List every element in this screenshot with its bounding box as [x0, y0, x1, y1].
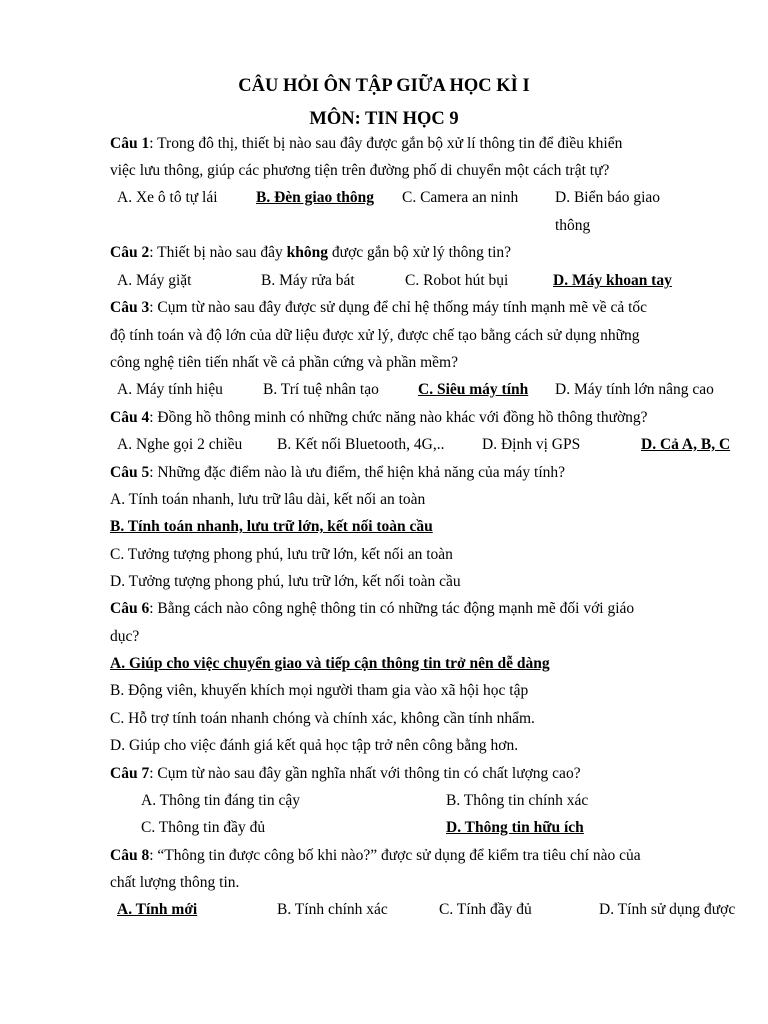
question-1-text-line2: việc lưu thông, giúp các phương tiện trên đường phố di chuyển một cách trật tự?: [110, 162, 610, 179]
q7-option-a: A. Thông tin đáng tin cậy: [141, 792, 300, 809]
page-subtitle: MÔN: TIN HỌC 9: [309, 109, 459, 129]
q5-option-c: C. Tưởng tượng phong phú, lưu trữ lớn, kết nối an toàn: [110, 546, 453, 563]
q2-option-c: C. Robot hút bụi: [405, 272, 509, 289]
q3-option-c-answer: C. Siêu máy tính: [418, 381, 529, 398]
question-1-label: Câu 1: [110, 135, 150, 152]
q3-option-d: D. Máy tính lớn nâng cao: [555, 381, 714, 398]
q4-option-b: B. Kết nối Bluetooth, 4G,..: [277, 436, 445, 453]
q5-option-d: D. Tưởng tượng phong phú, lưu trữ lớn, kết nối toàn cầu: [110, 573, 461, 590]
q6-option-b: B. Động viên, khuyến khích mọi người tham gia vào xã hội học tập: [110, 682, 529, 699]
q3-option-a: A. Máy tính hiệu: [117, 381, 223, 398]
q8-option-c: C. Tính đầy đủ: [439, 901, 532, 918]
q2-option-b: B. Máy rửa bát: [261, 272, 355, 289]
q5-option-a: A. Tính toán nhanh, lưu trữ lâu dài, kết nối an toàn: [110, 491, 426, 508]
q4-option-c: D. Định vị GPS: [482, 436, 581, 453]
q4-option-a: A. Nghe gọi 2 chiều: [117, 436, 243, 453]
question-6-text: Câu 6: Bằng cách nào công nghệ thông tin có những tác động mạnh mẽ đối với giáo: [110, 600, 635, 617]
q6-option-d: D. Giúp cho việc đánh giá kết quả học tập trở nên công bằng hơn.: [110, 737, 519, 754]
question-7-label: Câu 7: [110, 765, 150, 782]
question-2-text: Câu 2: Thiết bị nào sau đây không được gắn bộ xử lý thông tin?: [110, 244, 512, 261]
q2-option-d-answer: D. Máy khoan tay: [553, 272, 672, 289]
question-3-text-line2: độ tính toán và độ lớn của dữ liệu được xử lý, được chế tạo bằng cách sử dụng những: [110, 327, 640, 344]
question-5-text: Câu 5: Những đặc điểm nào là ưu điểm, thể hiện khả năng của máy tính?: [110, 464, 566, 481]
q8-option-d: D. Tính sử dụng được: [599, 901, 736, 918]
question-4-label: Câu 4: [110, 409, 150, 426]
question-1-text: Câu 1: Trong đô thị, thiết bị nào sau đây được gắn bộ xử lí thông tin để điều khiển: [110, 135, 623, 152]
question-8-text: Câu 8: “Thông tin được công bố khi nào?” được sử dụng để kiểm tra tiêu chí nào của: [110, 847, 641, 864]
question-2-label: Câu 2: [110, 244, 150, 261]
question-6-label: Câu 6: [110, 600, 150, 617]
q1-option-d: D. Biển báo giao: [555, 189, 661, 206]
q1-option-c: C. Camera an ninh: [402, 189, 519, 206]
q8-option-b: B. Tính chính xác: [277, 901, 388, 918]
question-6-text-line2: dục?: [110, 628, 140, 645]
q3-option-b: B. Trí tuệ nhân tạo: [263, 381, 379, 398]
question-7-text: Câu 7: Cụm từ nào sau đây gần nghĩa nhất với thông tin có chất lượng cao?: [110, 765, 581, 782]
q7-option-d-answer: D. Thông tin hữu ích: [446, 819, 584, 836]
q2-option-a: A. Máy giặt: [117, 272, 192, 289]
q1-option-d-line2: thông: [555, 217, 591, 234]
question-3-label: Câu 3: [110, 299, 150, 316]
q5-option-b-answer: B. Tính toán nhanh, lưu trữ lớn, kết nối toàn cầu: [110, 518, 433, 535]
question-8-text-line2: chất lượng thông tin.: [110, 874, 240, 891]
question-3-text: Câu 3: Cụm từ nào sau đây được sử dụng để chỉ hệ thống máy tính mạnh mẽ về cả tốc: [110, 299, 648, 316]
q6-option-c: C. Hỗ trợ tính toán nhanh chóng và chính xác, không cần tính nhẩm.: [110, 710, 535, 727]
q4-option-d-answer: D. Cả A, B, C: [641, 436, 731, 453]
question-8-label: Câu 8: [110, 847, 150, 864]
q1-option-a: A. Xe ô tô tự lái: [117, 189, 218, 206]
page-title: CÂU HỎI ÔN TẬP GIỮA HỌC KÌ I: [238, 76, 530, 96]
q7-option-c: C. Thông tin đầy đủ: [141, 819, 266, 836]
q6-option-a-answer: A. Giúp cho việc chuyển giao và tiếp cận thông tin trở nên dễ dàng: [110, 655, 550, 672]
q1-option-b-answer: B. Đèn giao thông: [256, 189, 374, 206]
question-3-text-line3: công nghệ tiên tiến nhất về cả phần cứng và phần mềm?: [110, 354, 458, 371]
question-5-label: Câu 5: [110, 464, 150, 481]
q7-option-b: B. Thông tin chính xác: [446, 792, 589, 809]
question-4-text: Câu 4: Đồng hồ thông minh có những chức năng nào khác với đồng hồ thông thường?: [110, 409, 648, 426]
q8-option-a-answer: A. Tính mới: [117, 901, 198, 918]
